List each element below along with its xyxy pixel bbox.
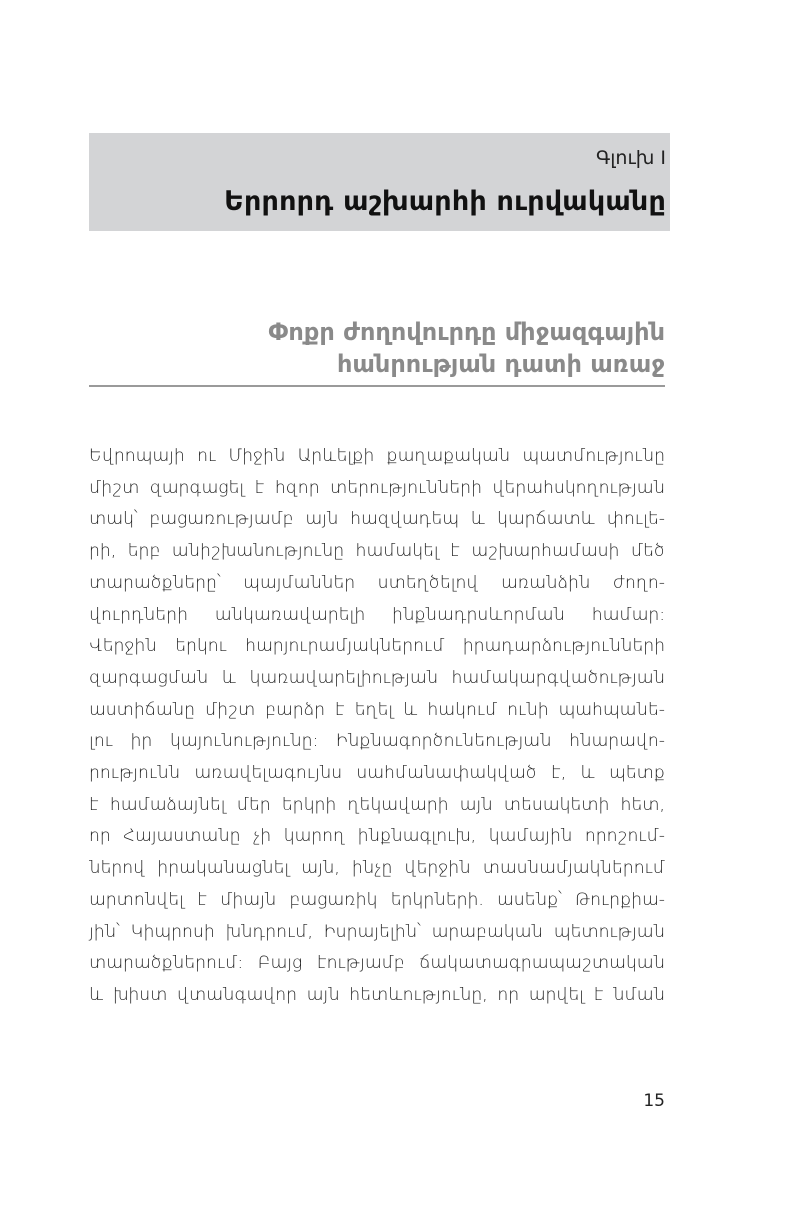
- text-line: տարածքները՝ պայմաններ ստեղծելով առանձին ժողո-: [89, 572, 665, 593]
- page-number: 15: [643, 1091, 665, 1111]
- chapter-header: [89, 133, 670, 231]
- section-divider: [89, 385, 665, 387]
- text-line: միշտ զարգացել է հզոր տերությունների վերահսկողության: [89, 477, 665, 498]
- text-line: տարածքներում: Բայց էությամբ ճակատագրապաշտական: [89, 953, 665, 974]
- text-line: աստիճանը միշտ բարձր է եղել և հակում ունի պահպանե-: [89, 699, 665, 720]
- text-line: է համաձայնել մեր երկրի ղեկավարի այն տեսակետի հետ,: [89, 794, 665, 815]
- text-line: լու իր կայունությունը: Ինքնագործունեության հնարավո-: [89, 731, 665, 752]
- text-line: տակ՝ բացառությամբ այն հազվադեպ և կարճատև փուլե-: [89, 509, 665, 530]
- text-line: որ Հայաստանը չի կարող ինքնագլուխ, կամային որոշում-: [89, 826, 665, 847]
- text-line: վուրդների անկառավարելի ինքնադրսևորման համար:: [89, 604, 665, 625]
- body-paragraph: [89, 441, 665, 1012]
- text-line: րի, երբ անիշխանությունը համակել է աշխարհամասի մեծ: [89, 541, 665, 562]
- text-line: արտոնվել է միայն բացառիկ երկրների. ասենք՝ Թուրքիա-: [89, 889, 665, 910]
- text-line: Եվրոպայի ու Միջին Արևելքի քաղաքական պատմությունը: [89, 446, 665, 466]
- section-title-line: հանրության դատի առաջ: [336, 350, 665, 378]
- section-title-line: Փոքր ժողովուրդը միջազգային: [268, 318, 665, 346]
- text-line: զարգացման և կառավարելիության համակարգվածության: [89, 667, 665, 688]
- text-line: Վերջին երկու հարյուրամյակներում իրադարձությունների: [89, 636, 665, 657]
- chapter-title: Երրորդ աշխարհի ուրվականը: [224, 186, 666, 217]
- text-line: և խիստ վտանգավոր այն հետևությունը, որ արվել է նման: [89, 984, 665, 1005]
- text-line: րությունն առավելագույնս սահմանափակված է, և պետք: [89, 763, 665, 784]
- text-line: ներով իրականացնել այն, ինչը վերջին տասնամյակներում: [89, 858, 665, 879]
- section-title: [268, 316, 665, 380]
- text-line: յին՝ Կիպրոսի խնդրում, Իսրայելին՝ արաբական պետության: [89, 921, 665, 942]
- chapter-label: Գլուխ I: [595, 147, 666, 169]
